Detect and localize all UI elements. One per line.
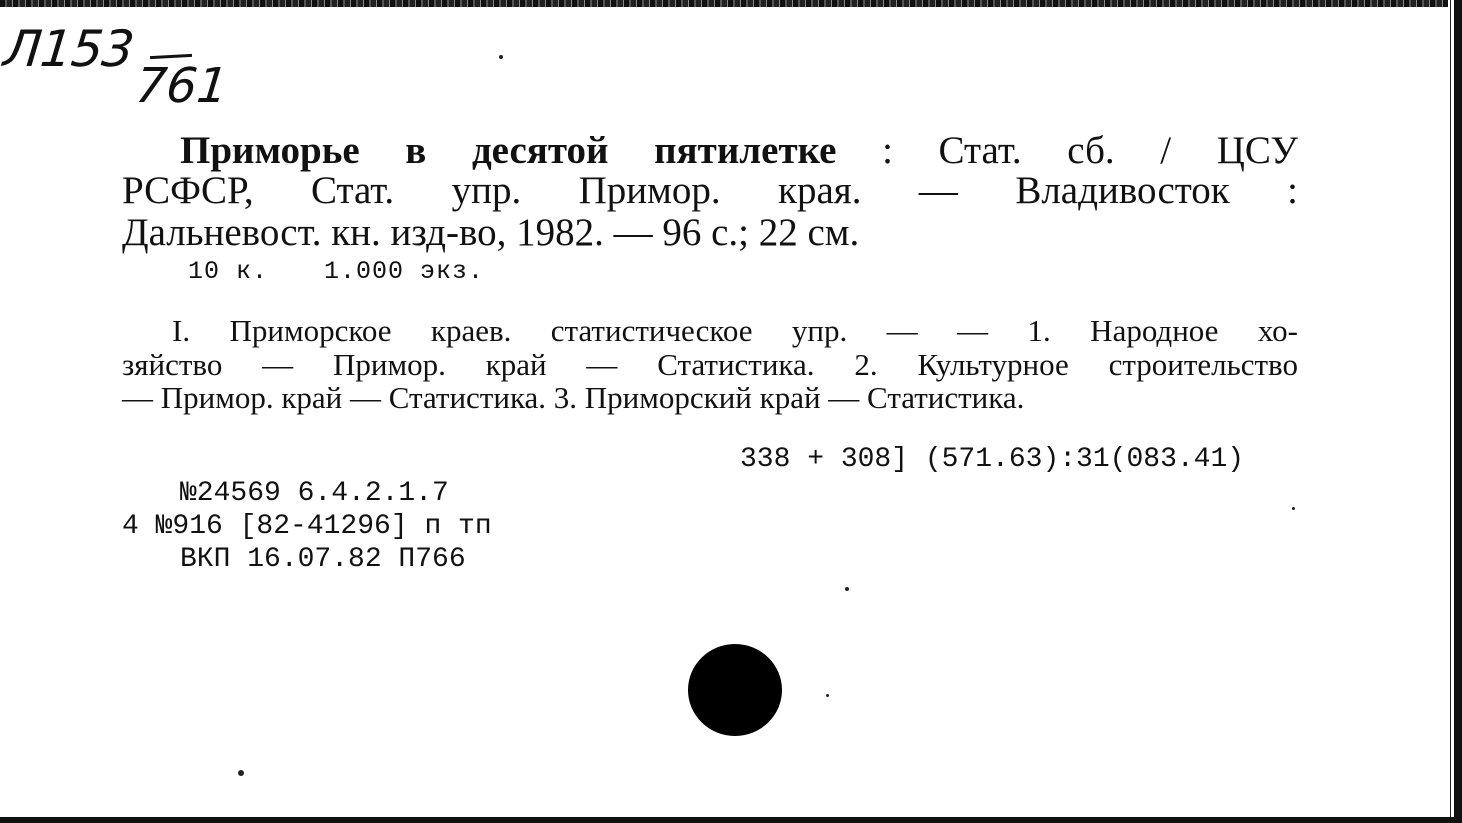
punch-hole xyxy=(688,644,782,736)
dust-speck xyxy=(1292,507,1295,510)
udc-classification: 338 + 308] (571.63):31(083.41) xyxy=(740,444,1245,475)
subjects-line-1: I. Приморское краев. статистическое упр. — — 1. Народное хо- xyxy=(172,313,1298,348)
subjects-line-3: — Примор. край — Статистика. 3. Приморский край — Статистика. xyxy=(122,380,1025,415)
subjects-line-2: зяйство — Примор. край — Статистика. 2. Культурное строительство xyxy=(122,347,1298,382)
stamp-line-3: ВКП 16.07.82 П766 xyxy=(180,544,466,575)
dust-speck xyxy=(826,694,829,697)
entry-title: Приморье в десятой пятилетке xyxy=(180,129,837,172)
handwritten-shelf-number: Л153 xyxy=(0,20,137,78)
entry-line-3: Дальневост. кн. изд-во, 1982. — 96 с.; 22 см. xyxy=(122,211,860,254)
price-cost: 10 к. xyxy=(188,257,269,286)
card-top-edge xyxy=(0,0,1462,7)
card-right-edge xyxy=(1448,0,1462,823)
price-line xyxy=(188,257,524,286)
dust-speck xyxy=(238,770,244,776)
entry-line-1-rest: : Стат. сб. / ЦСУ xyxy=(882,129,1298,172)
stamp-line-1: №24569 6.4.2.1.7 xyxy=(180,478,449,509)
dust-speck xyxy=(845,587,849,591)
price-copies: 1.000 экз. xyxy=(324,257,485,286)
entry-line-1 xyxy=(122,128,1298,173)
dust-speck xyxy=(499,55,503,59)
entry-line-2: РСФСР, Стат. упр. Примор. края. — Владивосток : xyxy=(122,169,1298,212)
stamp-line-2: 4 №916 [82-41296] п тп xyxy=(122,511,492,542)
handwritten-sub-number: 761 xyxy=(133,58,231,114)
card-bottom-edge xyxy=(0,817,1462,823)
